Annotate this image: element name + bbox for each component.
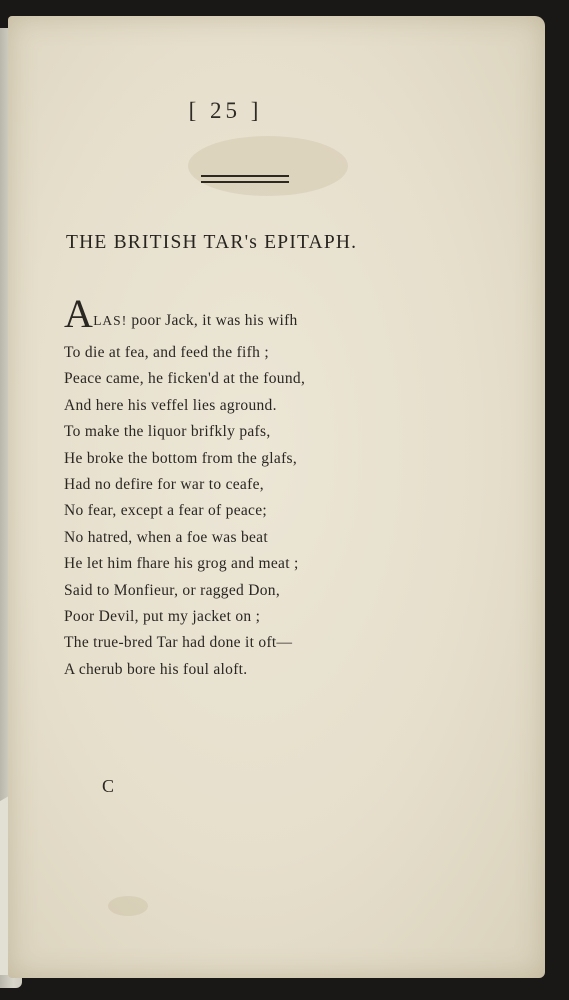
poem-line: No fear, except a fear of peace;	[64, 502, 268, 520]
poem-line: The true-bred Tar had done it oft—	[64, 634, 293, 652]
poem-line: No hatred, when a foe was beat	[64, 528, 268, 546]
poem-line: He broke the bottom from the glafs,	[64, 449, 298, 467]
signature-mark: C	[102, 776, 115, 796]
header-rule	[201, 181, 289, 183]
book-page	[8, 16, 545, 978]
page-number: [ 25 ]	[188, 98, 263, 123]
drop-cap: A	[64, 291, 94, 336]
first-line-text: poor Jack, it was his wifh	[127, 312, 298, 329]
poem-line: A cherub bore his foul aloft.	[64, 660, 248, 678]
poem-line: Peace came, he ficken'd at the found,	[64, 370, 306, 388]
poem-line: Said to Monfieur, or ragged Don,	[64, 581, 281, 599]
poem-line: Had no defire for war to ceafe,	[64, 475, 264, 493]
poem-line	[64, 291, 424, 340]
poem-line: To make the liquor brifkly pafs,	[64, 423, 271, 441]
poem-body	[64, 291, 424, 683]
poem-title: THE BRITISH TAR's EPITAPH.	[66, 232, 358, 253]
poem-line: Poor Devil, put my jacket on ;	[64, 607, 261, 625]
poem-line: And here his veffel lies aground.	[64, 396, 277, 414]
poem-line: He let him fhare his grog and meat ;	[64, 555, 299, 573]
small-caps-word: LAS!	[93, 313, 128, 328]
poem-line: To die at fea, and feed the fifh ;	[64, 344, 269, 361]
header-rule	[201, 175, 289, 177]
page-content	[8, 16, 545, 978]
